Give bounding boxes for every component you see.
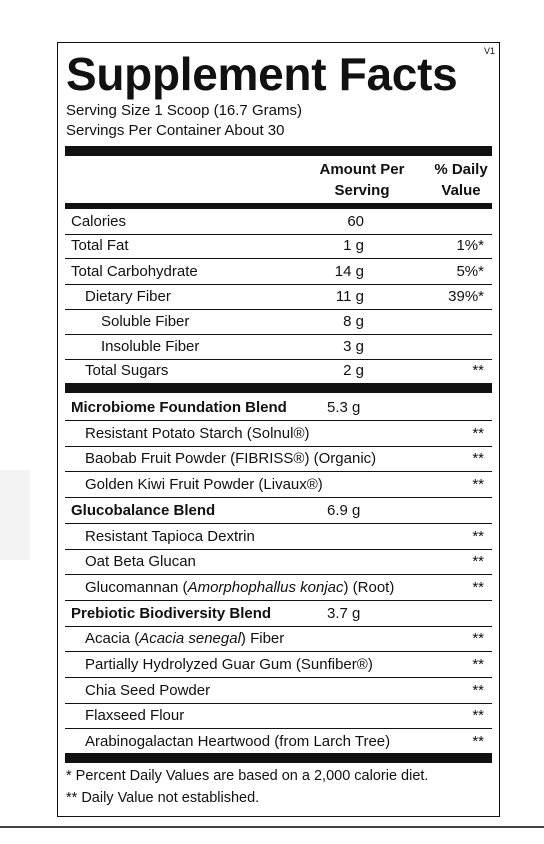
ingredient-daily-value: **: [472, 553, 484, 571]
nutrient-amount: 2 g: [343, 362, 364, 379]
ingredient-name: Golden Kiwi Fruit Powder (Livaux®): [85, 476, 323, 494]
ingredient-name: Resistant Potato Starch (Solnul®): [85, 424, 310, 442]
ingredient-name: Chia Seed Powder: [85, 681, 211, 699]
nutrient-name: Calories: [71, 213, 127, 230]
ingredient-daily-value: **: [472, 630, 484, 648]
blend-row: [65, 395, 492, 421]
ingredient-daily-value: **: [472, 450, 484, 468]
nutrient-daily-value: **: [472, 362, 484, 379]
nutrient-amount: 60: [347, 213, 364, 230]
nutrient-row: [65, 358, 492, 383]
servings-per-container: Servings Per Container About 30: [66, 122, 285, 139]
blend-row: [65, 601, 492, 627]
blend-amount: 3.7 g: [327, 604, 361, 622]
nutrient-daily-value: 1%*: [456, 237, 484, 254]
supplement-facts-panel: [57, 42, 500, 817]
ingredient-name: Oat Beta Glucan: [85, 553, 196, 571]
footnote-percent-dv: * Percent Daily Values are based on a 2,000 calorie diet.: [66, 768, 429, 784]
nutrient-amount: 11 g: [335, 288, 364, 305]
ingredient-row: [65, 575, 492, 601]
thick-divider: [65, 146, 492, 156]
ingredient-row: [65, 703, 492, 729]
daily-value-header: % Daily Value: [434, 161, 488, 199]
nutrient-name: Total Sugars: [85, 362, 169, 379]
ingredient-row: [65, 729, 492, 754]
serving-size: Serving Size 1 Scoop (16.7 Grams): [66, 102, 302, 119]
ingredient-daily-value: **: [472, 578, 484, 596]
blend-name: Prebiotic Biodiversity Blend: [71, 604, 272, 622]
nutrient-row: [65, 259, 492, 285]
nutrient-amount: 8 g: [343, 313, 364, 330]
ingredient-daily-value: **: [472, 681, 484, 699]
amount-per-serving-header: Amount Per Serving: [319, 161, 405, 199]
nutrient-row: [65, 334, 492, 360]
ingredient-row: [65, 472, 492, 498]
nutrient-name: Dietary Fiber: [85, 288, 171, 305]
ingredient-name: Baobab Fruit Powder (FIBRISS®) (Organic): [85, 450, 377, 468]
ingredient-name: Glucomannan (Amorphophallus konjac) (Root): [85, 578, 395, 596]
ingredient-daily-value: **: [472, 733, 484, 751]
ingredient-name: Arabinogalactan Heartwood (from Larch Tree): [85, 733, 391, 751]
ingredient-name: Resistant Tapioca Dextrin: [85, 527, 255, 545]
nutrient-amount: 3 g: [343, 338, 364, 355]
nutrient-row: [65, 209, 492, 235]
version-mark: V1: [483, 46, 495, 56]
nutrient-row: [65, 233, 492, 259]
nutrient-row: [65, 284, 492, 310]
ingredient-name: Partially Hydrolyzed Guar Gum (Sunfiber®): [85, 656, 373, 673]
ingredient-name: Acacia (Acacia senegal) Fiber: [85, 630, 285, 648]
blend-amount: 6.9 g: [327, 501, 361, 519]
thick-divider-2: [65, 383, 492, 393]
ingredient-row: [65, 446, 492, 472]
nutrient-name: Total Fat: [71, 237, 129, 254]
nutrient-name: Soluble Fiber: [101, 313, 190, 330]
ingredient-daily-value: **: [472, 476, 484, 494]
background-edge: [0, 470, 30, 560]
ingredient-row: [65, 421, 492, 447]
ingredient-row: [65, 626, 492, 652]
ingredient-daily-value: **: [472, 707, 484, 725]
nutrient-daily-value: 39%*: [448, 288, 484, 305]
ingredient-daily-value: **: [472, 527, 484, 545]
nutrient-name: Insoluble Fiber: [101, 338, 200, 355]
ingredient-daily-value: **: [472, 424, 484, 442]
page-bottom-line: [0, 826, 544, 828]
nutrient-amount: 1 g: [343, 237, 364, 254]
blend-row: [65, 498, 492, 524]
panel-title: Supplement Facts: [66, 48, 458, 100]
nutrient-name: Total Carbohydrate: [71, 263, 198, 280]
ingredient-name: Flaxseed Flour: [85, 707, 185, 725]
blend-name: Microbiome Foundation Blend: [71, 399, 287, 416]
ingredient-row: [65, 549, 492, 575]
ingredient-daily-value: **: [472, 656, 484, 673]
nutrient-daily-value: 5%*: [456, 263, 484, 280]
ingredient-row: [65, 524, 492, 550]
ingredient-row: [65, 678, 492, 704]
thick-divider-3: [65, 753, 492, 763]
ingredient-row: [65, 652, 492, 678]
nutrient-amount: 14 g: [334, 263, 364, 280]
blend-amount: 5.3 g: [327, 399, 361, 416]
footnote-dv-not-established: ** Daily Value not established.: [66, 790, 260, 806]
blend-name: Glucobalance Blend: [71, 501, 216, 519]
nutrient-row: [65, 309, 492, 335]
